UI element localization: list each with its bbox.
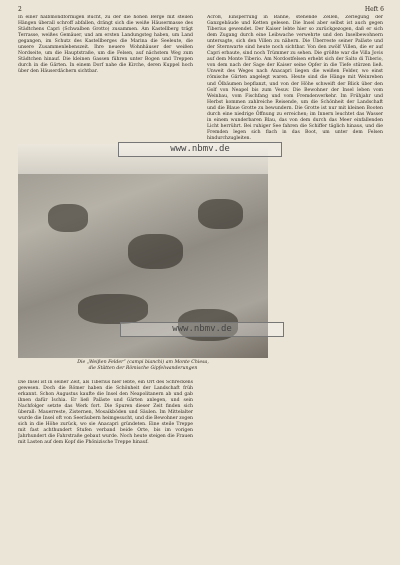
left-top-text: In einer halbmondförmigen Bucht, zu der die hohen Berge mit steilen Hängen überall schroff abfallen, drängt sich die weiße Häusermasse des Städtchens Capri (Schwalben Grotto) zusammen. Am Kastellberg trägt Terrasse, weißes Gemäuer, und am ersten Landungsteg haben, um Land gegangen, im Schutz des Kastellberges die Marina die Seeleute, die unsere Zusammenlebenszeit. Ihre neuere Wohnhäuser der weißen Nordseite, um die Hauptstraße, um die Felsen, auf nächstem Weg zum Städtchen hinauf. Die kleinen Gassen führen unter Bogen und Treppen durch in die Gärten. In einem Dorf nahe die Kirche, deren Kuppel hoch über den Häuserdächern sichtbar. [18, 15, 193, 75]
running-header: Heft 6 [364, 6, 384, 13]
watermark: www.nbmv.de [120, 322, 284, 337]
cave-shadow [128, 234, 183, 269]
right-column-text: Acroß, Einsperrung in Banne, stehende Zellen, Zerlegung der Ganzgebäude und Ketten gelesen. Die Insel aber selbst ist auch gegen Tiberius gewendet. Der Kaiser lebte hier so zurückgezogen, daß er sich dem Zugang durch eine Leibwache verwehrte und den Inselbewohnern untersagte, sich den Villen zu nähern. Die Überreste seiner Paläste und der Sternwarte sind heute noch sichtbar. Von den zwölf Villen, die er auf Capri erbaute, sind noch Trümmer zu sehen. Die größte war die Villa Jovis auf dem Monte Tiberio. Am Nordostfelsen erhebt sich der Salto di Tiberio, von dem nach der Sage der Kaiser seine Opfer in die Tiefe stürzen ließ. Unweit des Weges nach Anacapri liegen die weißen Felder, wo einst römische Gärten angelegt waren. Heute sind die Hänge mit Weinreben und Ölbäumen bepflanzt, und von der Höhe schweift der Blick über den Golf von Neapel bis zum Vesuv. Die Bewohner der Insel leben vom Weinbau, vom Fischfang und vom Fremdenverkehr. Im Frühjahr und Herbst kommen zahlreiche Reisende, um die Schönheit der Landschaft und die Blaue Grotte zu bewundern. Die Grotte ist nur mit kleinen Booten durch eine niedrige Öffnung zu erreichen; im Innern leuchtet das Wasser in einem wunderbaren Blau, das von dem durch das Meer einfallenden Licht herrührt. Bei ruhiger See fahren die Schiffer täglich hinaus, und die Fremden legen sich flach in das Boot, um unter dem Felsen hindurchzugleiten. [207, 15, 383, 141]
caption-line-2: die Stätten der Römische Gipfelwanderungen [88, 366, 198, 371]
cave-shadow [48, 204, 88, 232]
rock-shadow [78, 294, 148, 324]
left-bottom-text: Die Insel ist in seiner Zeit, als Tiberius hier lebte, ein Ort des Schreckens gewesen. Doch die Römer haben die Schönheit der Landschaft früh erkannt. Schon Augustus kaufte die Insel den Neapolitanern ab und gab ihnen dafür Ischia. Er ließ Paläste und Gärten anlegen, und sein Nachfolger setzte das Werk fort. Die Spuren dieser Zeit finden sich überall: Mauerreste, Zisternen, Mosaikböden und Säulen. Im Mittelalter wurde die Insel oft von Seeräubern heimgesucht, und die Bewohner zogen sich in die Höhe zurück, wo sie Anacapri gründeten. Eine steile Treppe mit fast achthundert Stufen verband beide Orte, bis im vorigen Jahrhundert die Fahrstraße gebaut wurde. Noch heute steigen die Frauen mit Lasten auf dem Kopf die Phönizische Treppe hinauf. [18, 380, 193, 446]
caption-line-1: Die „Weißen Felder“ (campi bianchi) am Monte Chiesa, [77, 360, 209, 365]
watermark: www.nbmv.de [118, 142, 282, 157]
page-number: 2 [18, 6, 22, 13]
